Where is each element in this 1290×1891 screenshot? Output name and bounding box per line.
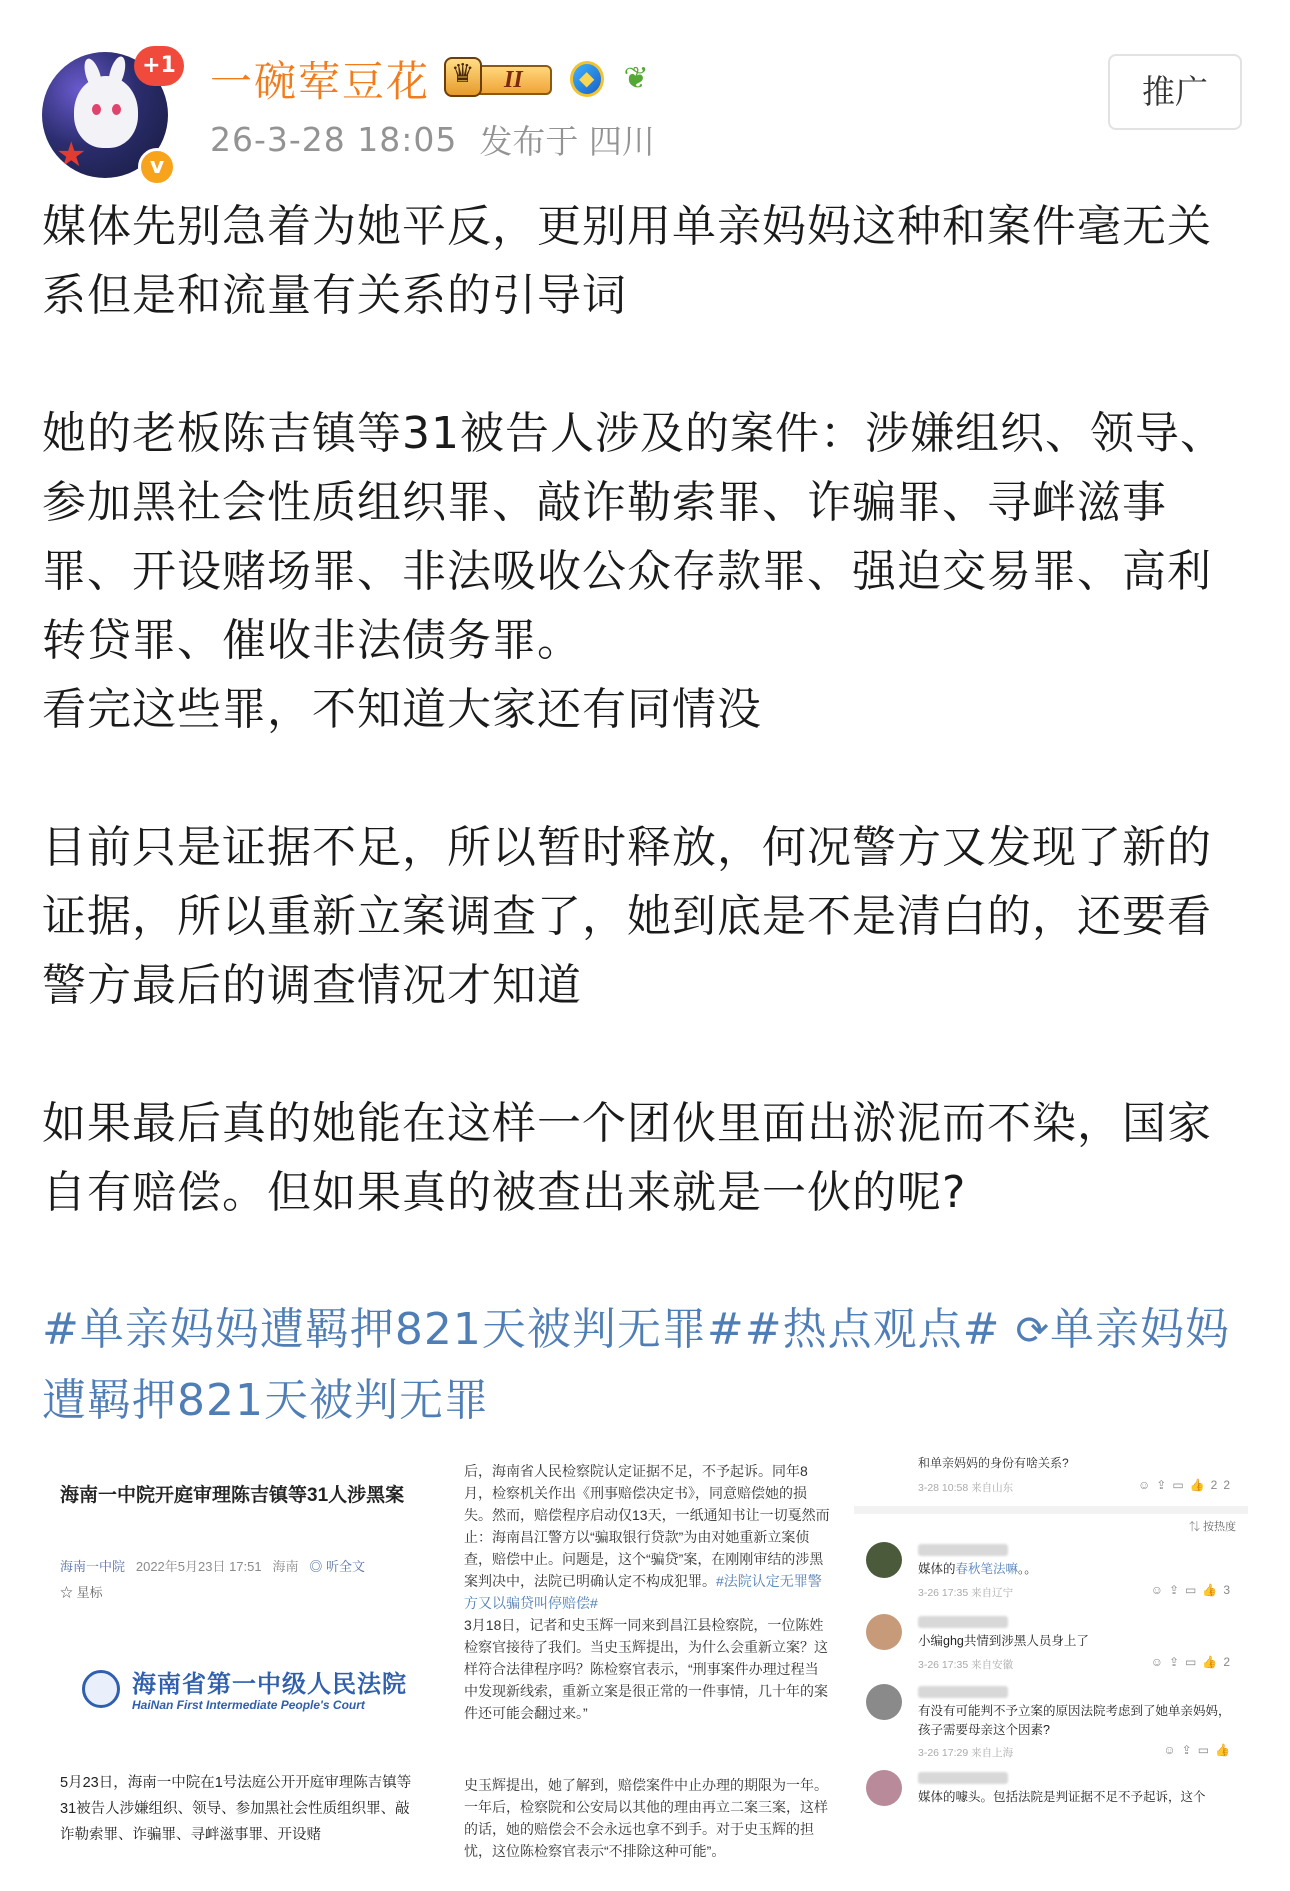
sort-icon: ⇅ bbox=[1188, 1521, 1200, 1533]
username[interactable]: 一碗荤豆花 bbox=[210, 57, 431, 106]
image-thumbnail-1[interactable] bbox=[42, 1452, 436, 1891]
listen-icon: ◎ bbox=[309, 1559, 323, 1574]
comment-icon: ▭ bbox=[1172, 1478, 1190, 1492]
search-icon[interactable]: ⟳ bbox=[1015, 1308, 1050, 1354]
commenter-name-blurred bbox=[918, 1544, 1008, 1556]
post-location: 发布于 四川 bbox=[479, 121, 655, 161]
comment-text: 媒体的春秋笔法嘛。。 bbox=[918, 1562, 1037, 1576]
like-icon: 👍 bbox=[1189, 1478, 1211, 1492]
divider bbox=[854, 1506, 1248, 1514]
star-mark bbox=[60, 1582, 103, 1601]
article-paragraph-3: 史玉辉提出，她了解到，赔偿案件中止办理的期限为一年。一年后，检察院和公安局以其他的理由再立二案三案，这样的话，她的赔偿会不会永远也拿不到手。对于史玉辉的担忧，这位陈检察官表示“不排除这种可能”。 bbox=[464, 1777, 828, 1859]
article-title: 海南一中院开庭审理陈吉镇等31人涉黑案 bbox=[60, 1485, 405, 1506]
commenter-name-blurred bbox=[918, 1616, 1008, 1628]
sprout-icon[interactable]: ❦ bbox=[623, 61, 649, 96]
avatar[interactable] bbox=[866, 1684, 902, 1720]
avatar[interactable] bbox=[866, 1614, 902, 1650]
article-region: 海南 bbox=[272, 1559, 299, 1574]
paragraph-4: 目前只是证据不足，所以暂时释放，何况警方又发现了新的证据，所以重新立案调查了，她到底是不是清白的，还要看警方最后的调查情况才知道 bbox=[42, 822, 1212, 1011]
avatar[interactable] bbox=[866, 1770, 902, 1806]
like-count: 22 bbox=[1210, 1478, 1236, 1492]
shield-badge-icon[interactable] bbox=[568, 59, 606, 99]
sort-dropdown[interactable] bbox=[1189, 1518, 1236, 1534]
image-thumbnail-3[interactable] bbox=[854, 1452, 1248, 1891]
crown-level-icon[interactable] bbox=[444, 57, 556, 101]
comment-text: 小编ghg共情到涉黑人员身上了 bbox=[918, 1634, 1089, 1648]
paragraph-3: 看完这些罪，不知道大家还有同情没 bbox=[42, 684, 762, 735]
image-gallery bbox=[42, 1452, 1248, 1891]
promote-button[interactable]: 推广 bbox=[1108, 54, 1242, 130]
avatar[interactable] bbox=[42, 52, 176, 179]
star-label: 星标 bbox=[76, 1585, 103, 1600]
hashtag-link-1[interactable]: #单亲妈妈遭羁押821天被判无罪# bbox=[42, 1304, 745, 1355]
comment-meta: 3-26 17:29 来自上海 bbox=[918, 1747, 1014, 1759]
comment-actions: ☺⇪▭👍3 bbox=[1150, 1583, 1236, 1597]
comment-text: 媒体的噱头。包括法院是判证据不足不予起诉，这个 bbox=[918, 1790, 1206, 1804]
search-topic-link[interactable]: 单亲妈妈遭羁押821天被判无罪 bbox=[42, 1304, 1230, 1426]
post-body bbox=[42, 192, 1254, 1227]
level-badge-text: II bbox=[504, 67, 523, 93]
avatar[interactable] bbox=[866, 1542, 902, 1578]
post-header bbox=[0, 0, 1290, 179]
article-hashtag: #法院认定无罪警方又以骗贷叫停赔偿# bbox=[464, 1573, 822, 1611]
court-name-cn: 海南省第一中级人民法院 bbox=[132, 1671, 407, 1698]
star-outline-icon: ☆ bbox=[60, 1585, 74, 1600]
star-icon: ★ bbox=[56, 135, 87, 175]
court-seal-icon bbox=[82, 1670, 120, 1708]
comment-actions: ☺⇪▭👍2 bbox=[1150, 1655, 1236, 1669]
hashtags bbox=[42, 1295, 1254, 1435]
comment-actions: ☺⇪▭👍 bbox=[1163, 1743, 1236, 1757]
share-icon: ⇪ bbox=[1156, 1478, 1173, 1492]
sort-label: 按热度 bbox=[1203, 1521, 1236, 1533]
hashtag-link-2[interactable]: #热点观点# bbox=[744, 1304, 1001, 1355]
username-row bbox=[210, 52, 656, 106]
article-date: 2022年5月23日 17:51 bbox=[135, 1559, 262, 1574]
article-paragraph-1: 后，海南省人民检察院认定证据不足，不予起诉。同年8月，检察机关作出《刑事赔偿决定书》，同意赔偿她的损失。然而，赔偿程序启动仅13天，一纸通知书让一切戛然而止：海南昌江警方以“骗取银行贷款”为由对她重新立案侦查，赔偿中止。问题是，这个“骗贷”案，在刚刚审结的涉黑案判决中，法院已明确认定不构成犯罪。#法院认定无罪警方又以骗贷叫停赔偿# bbox=[464, 1463, 830, 1611]
emoji-icon: ☺ bbox=[1138, 1478, 1157, 1492]
commenter-name-blurred bbox=[918, 1686, 1008, 1698]
paragraph-2: 她的老板陈吉镇等31被告人涉及的案件：涉嫌组织、领导、参加黑社会性质组织罪、敲诈勒索罪、诈骗罪、寻衅滋事罪、开设赌场罪、非法吸收公众存款罪、强迫交易罪、高利转贷罪、催收非法债务罪。 bbox=[42, 408, 1225, 666]
paragraph-1: 媒体先别急着为她平反，更别用单亲妈妈这种和案件毫无关系但是和流量有关系的引导词 bbox=[42, 201, 1212, 321]
court-name-en: HaiNan First Intermediate People's Court bbox=[132, 1698, 365, 1712]
listen-label: 听全文 bbox=[325, 1559, 365, 1574]
comment-meta: 3-26 17:35 来自辽宁 bbox=[918, 1587, 1014, 1599]
comment-text: 有没有可能判不予立案的原因法院考虑到了她单亲妈妈，孩子需要母亲这个因素? bbox=[918, 1704, 1231, 1737]
post-timestamp: 26-3-28 18:05 bbox=[210, 119, 458, 159]
verified-icon: v bbox=[138, 148, 176, 186]
comment-top-text: 和单亲妈妈的身份有啥关系? bbox=[918, 1456, 1069, 1470]
comment-meta: 3-26 17:35 来自安徽 bbox=[918, 1659, 1014, 1671]
article-paragraph-2: 3月18日，记者和史玉辉一同来到昌江县检察院，一位陈姓检察官接待了我们。当史玉辉提出，为什么会重新立案？这样符合法律程序吗？陈检察官表示，“刑事案件办理过程当中发现新线索，重新立案是很正常的一件事情，几十年的案件还可能会翻过来。” bbox=[464, 1617, 828, 1721]
article-meta bbox=[60, 1556, 365, 1575]
court-logo bbox=[82, 1662, 412, 1722]
article-body: 5月23日，海南一中院在1号法庭公开开庭审理陈吉镇等31被告人涉嫌组织、领导、参加黑社会性质组织罪、敲诈勒索罪、诈骗罪、寻衅滋事罪、开设赌 bbox=[60, 1775, 412, 1843]
comment-top-actions bbox=[1138, 1478, 1236, 1492]
comment-top-meta: 3-28 10:58 来自山东 bbox=[918, 1482, 1014, 1494]
image-thumbnail-2[interactable] bbox=[448, 1452, 842, 1891]
post-meta bbox=[210, 116, 655, 162]
avatar-plus-badge: +1 bbox=[134, 46, 184, 86]
article-source: 海南一中院 bbox=[60, 1559, 126, 1574]
paragraph-5: 如果最后真的她能在这样一个团伙里面出淤泥而不染，国家自有赔偿。但如果真的被查出来就是一伙的呢? bbox=[42, 1098, 1212, 1218]
commenter-name-blurred bbox=[918, 1772, 1008, 1784]
